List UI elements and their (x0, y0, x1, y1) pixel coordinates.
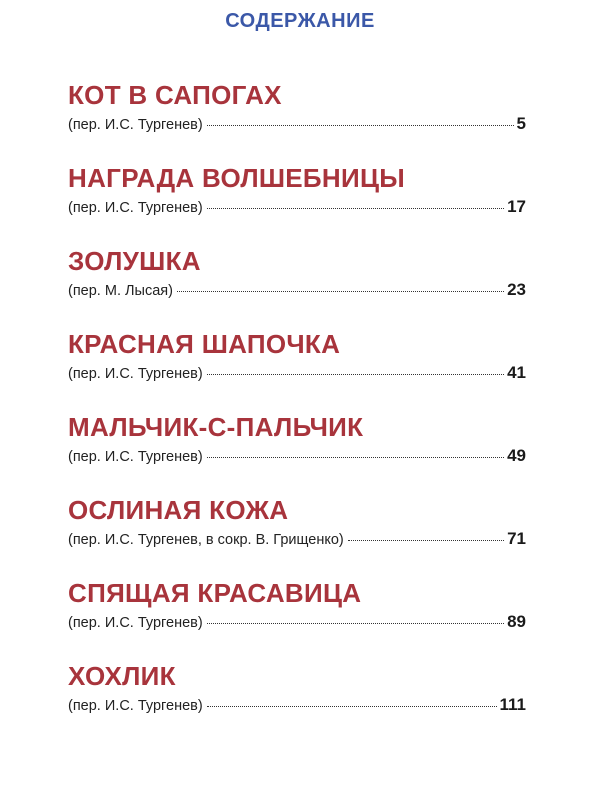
story-title: ЗОЛУШКА (68, 246, 201, 276)
story-title: СПЯЩАЯ КРАСАВИЦА (68, 578, 362, 608)
page-number: 17 (507, 197, 526, 216)
translator-credit: (пер. И.С. Тургенев, в сокр. В. Грищенко) (68, 532, 344, 548)
story-title: КРАСНАЯ ШАПОЧКА (68, 329, 341, 359)
story-title: КОТ В САПОГАХ (68, 80, 282, 110)
credit-row (68, 280, 526, 300)
page-number: 23 (507, 280, 526, 299)
contents-entry[interactable] (68, 78, 526, 161)
dot-leader (207, 208, 504, 209)
credit-row (68, 612, 526, 632)
story-title: МАЛЬЧИК-С-ПАЛЬЧИК (68, 412, 364, 442)
dot-leader (207, 706, 497, 707)
translator-credit: (пер. М. Лысая) (68, 283, 173, 299)
story-title: ОСЛИНАЯ КОЖА (68, 495, 289, 525)
story-title: ХОХЛИК (68, 661, 176, 691)
contents-entry[interactable] (68, 161, 526, 244)
page-number: 111 (499, 695, 526, 714)
dot-leader (177, 291, 504, 292)
contents-entry[interactable] (68, 659, 526, 742)
translator-credit: (пер. И.С. Тургенев) (68, 117, 203, 133)
credit-row (68, 695, 526, 715)
credit-row (68, 114, 526, 134)
dot-leader (348, 540, 504, 541)
page-number: 49 (507, 446, 526, 465)
dot-leader (207, 623, 504, 624)
contents-entry[interactable] (68, 244, 526, 327)
contents-heading: СОДЕРЖАНИЕ (225, 10, 375, 32)
page-number: 5 (516, 114, 526, 133)
dot-leader (207, 374, 504, 375)
story-title: НАГРАДА ВОЛШЕБНИЦЫ (68, 163, 406, 193)
credit-row (68, 446, 526, 466)
page-number: 89 (507, 612, 526, 631)
credit-row (68, 197, 526, 217)
translator-credit: (пер. И.С. Тургенев) (68, 366, 203, 382)
contents-entry[interactable] (68, 327, 526, 410)
credit-row (68, 363, 526, 383)
translator-credit: (пер. И.С. Тургенев) (68, 449, 203, 465)
contents-entry[interactable] (68, 410, 526, 493)
translator-credit: (пер. И.С. Тургенев) (68, 200, 203, 216)
contents-entry[interactable] (68, 576, 526, 659)
page-number: 71 (507, 529, 526, 548)
dot-leader (207, 457, 504, 458)
translator-credit: (пер. И.С. Тургенев) (68, 615, 203, 631)
page-number: 41 (507, 363, 526, 382)
contents-list (68, 78, 526, 742)
contents-entry[interactable] (68, 493, 526, 576)
dot-leader (207, 125, 514, 126)
translator-credit: (пер. И.С. Тургенев) (68, 698, 203, 714)
credit-row (68, 529, 526, 549)
